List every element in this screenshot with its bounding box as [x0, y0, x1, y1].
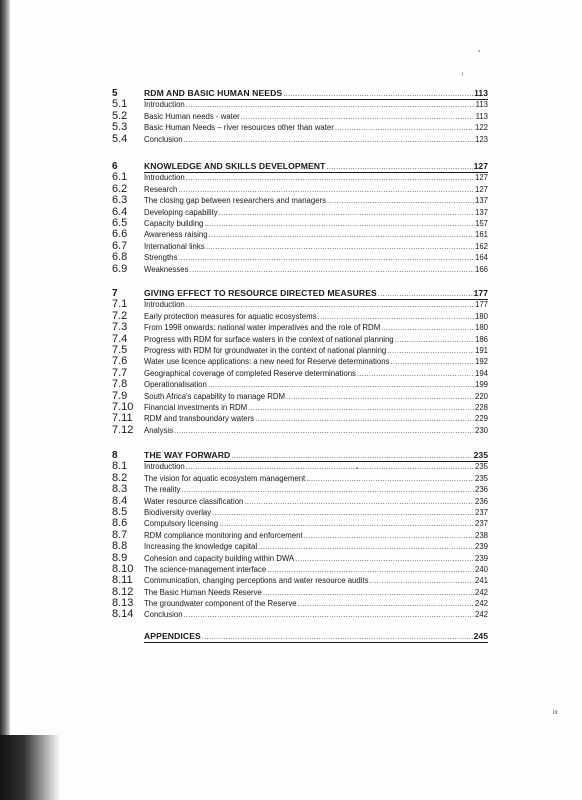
chapter-page: 113	[474, 88, 488, 98]
entry-number: 7.3	[112, 321, 128, 334]
entry-title: The closing gap between researchers and managers	[144, 196, 327, 206]
toc-entry[interactable]	[112, 172, 488, 183]
toc-entry[interactable]	[112, 473, 488, 484]
entry-number: 6.2	[112, 182, 128, 195]
leader-dots	[178, 252, 474, 263]
chapter-number: 5	[112, 88, 118, 99]
chapter-page: 177	[473, 288, 488, 298]
toc-chapter	[112, 88, 488, 145]
toc-entry[interactable]	[112, 368, 488, 379]
toc-entry[interactable]	[112, 122, 488, 133]
chapter-page: 235	[473, 450, 488, 460]
page-corner-shadow	[0, 735, 60, 800]
entry-page: 240	[474, 564, 488, 574]
leader-dots	[174, 425, 474, 436]
leader-dots	[286, 391, 474, 402]
leader-dots	[267, 564, 474, 575]
toc-entry[interactable]	[112, 541, 488, 552]
chapter-number: 7	[112, 288, 118, 299]
entry-page: 122	[474, 123, 488, 133]
leader-dots	[395, 334, 474, 345]
entry-number: 7.7	[112, 366, 128, 379]
entry-title: Early protection measures for aquatic ecosystems	[144, 311, 317, 321]
toc-entry[interactable]	[112, 218, 488, 229]
leader-dots	[335, 122, 474, 133]
appendices-page: 245	[473, 631, 488, 641]
leader-dots	[178, 184, 474, 195]
scan-speck	[462, 72, 463, 76]
leader-dots	[283, 88, 473, 99]
entry-title: Awareness raising	[144, 230, 208, 240]
leader-dots	[317, 311, 474, 322]
entry-page: 230	[474, 425, 488, 435]
entry-number: 7.2	[112, 309, 128, 322]
entry-number: 8.2	[112, 471, 128, 484]
leader-dots	[244, 496, 474, 507]
toc-entry[interactable]	[112, 356, 488, 367]
entry-title: RDM and transboundary waters	[144, 414, 255, 424]
toc-entry[interactable]	[112, 252, 488, 263]
entry-number: 6.9	[112, 262, 128, 275]
leader-dots	[387, 345, 474, 356]
toc-entry[interactable]	[112, 609, 488, 620]
leader-dots	[190, 264, 474, 275]
toc-entry[interactable]	[112, 299, 488, 310]
toc-entry[interactable]	[112, 484, 488, 495]
entry-title: Analysis	[144, 425, 174, 435]
toc-entry[interactable]	[112, 99, 488, 110]
toc-entry[interactable]	[112, 518, 488, 529]
entry-number: 8.14	[112, 608, 134, 621]
entry-page: 236	[474, 485, 488, 495]
toc-chapter-heading[interactable]	[112, 88, 488, 99]
entry-number: 6.7	[112, 239, 128, 252]
leader-dots	[298, 598, 474, 609]
toc-entry[interactable]	[112, 322, 488, 333]
entry-title: Biodiversity overlay	[144, 507, 212, 517]
entry-number: 5.1	[112, 98, 128, 111]
entry-title: Geographical coverage of completed Reserve determinations	[144, 368, 356, 378]
entry-number: 7.5	[112, 343, 128, 356]
entry-number: 7.6	[112, 355, 128, 368]
entry-number: 6.6	[112, 228, 128, 241]
leader-dots	[255, 413, 474, 424]
leader-dots	[381, 322, 474, 333]
entry-number: 7.10	[112, 400, 134, 413]
toc-entry[interactable]	[112, 553, 488, 564]
entry-page: 229	[474, 414, 488, 424]
entry-title: Conclusion	[144, 134, 183, 144]
chapter-page: 127	[473, 161, 488, 171]
entry-number: 6.1	[112, 171, 128, 184]
entry-title: Developing capability	[144, 207, 218, 217]
leader-dots	[326, 161, 472, 172]
leader-dots	[258, 541, 474, 552]
toc-chapter	[112, 161, 488, 275]
entry-number: 8.1	[112, 460, 128, 473]
entry-number: 7.9	[112, 389, 128, 402]
entry-page: 177	[474, 300, 488, 310]
entry-number: 7.12	[112, 423, 134, 436]
entry-page: 220	[474, 391, 488, 401]
toc-chapter	[112, 288, 488, 436]
toc-entry[interactable]	[112, 184, 488, 195]
entry-title: RDM compliance monitoring and enforcement	[144, 530, 303, 540]
entry-number: 6.5	[112, 216, 128, 229]
toc-entry[interactable]	[112, 530, 488, 541]
entry-page: 235	[474, 462, 488, 472]
toc-entry[interactable]	[112, 195, 488, 206]
entry-number: 8.9	[112, 551, 128, 564]
heading-underline	[144, 299, 488, 300]
entry-title: Basic Human Needs – river resources other than water	[144, 123, 334, 133]
entry-page: 239	[474, 542, 488, 552]
entry-title: Water use licence applications: a new need for Reserve determinations	[144, 357, 390, 367]
toc-entry[interactable]	[112, 345, 488, 356]
toc-entry[interactable]	[112, 587, 488, 598]
leader-dots	[186, 172, 474, 183]
entry-title: Introduction	[144, 100, 185, 110]
entry-title: Communication, changing perceptions and water resource audits	[144, 576, 369, 586]
entry-number: 8.6	[112, 517, 128, 530]
toc-entry[interactable]	[112, 229, 488, 240]
entry-title: Strengths	[144, 253, 178, 263]
entry-page: 123	[474, 134, 488, 144]
chapter-title: THE WAY FORWARD	[144, 450, 231, 460]
leader-dots	[378, 288, 473, 299]
entry-title: Increasing the knowledge capital	[144, 542, 258, 552]
entry-page: 113	[475, 111, 488, 121]
entry-page: 191	[474, 345, 488, 355]
entry-title: Introduction	[144, 173, 185, 183]
toc-entry[interactable]	[112, 402, 488, 413]
chapter-title: RDM AND BASIC HUMAN NEEDS	[144, 88, 283, 98]
entry-title: Introduction	[144, 300, 185, 310]
entry-number: 5.2	[112, 109, 128, 122]
toc-entry[interactable]	[112, 507, 488, 518]
toc-chapter	[112, 450, 488, 621]
chapter-title: KNOWLEDGE AND SKILLS DEVELOPMENT	[144, 161, 326, 171]
toc-entry[interactable]	[112, 598, 488, 609]
entry-page: 238	[474, 530, 488, 540]
leader-dots	[231, 450, 472, 461]
entry-number: 6.8	[112, 251, 128, 264]
toc-entry[interactable]	[112, 425, 488, 436]
heading-underline	[144, 172, 488, 173]
entry-title: Financial investments in RDM	[144, 402, 248, 412]
entry-number: 5.4	[112, 132, 128, 145]
entry-page: 239	[474, 553, 488, 563]
entry-title: Water resource classification	[144, 496, 244, 506]
leader-dots	[357, 368, 474, 379]
toc-entry[interactable]	[112, 413, 488, 424]
entry-page: 194	[474, 368, 488, 378]
entry-number: 8.13	[112, 597, 134, 610]
leader-dots	[263, 587, 474, 598]
entry-title: The science-management interface	[144, 564, 267, 574]
toc-appendices[interactable]	[144, 631, 488, 642]
page-binding-shadow	[0, 0, 10, 800]
entry-number: 5.3	[112, 121, 128, 134]
entry-page: 127	[474, 173, 488, 183]
page-folio: ix	[553, 709, 558, 716]
entry-title: The groundwater component of the Reserve	[144, 599, 297, 609]
toc-entry[interactable]	[112, 311, 488, 322]
heading-underline	[144, 461, 488, 462]
heading-underline	[144, 642, 488, 643]
leader-dots	[327, 195, 474, 206]
toc-chapter-heading[interactable]	[112, 288, 488, 299]
entry-number: 7.8	[112, 378, 128, 391]
toc-chapter-heading[interactable]	[112, 450, 488, 461]
chapter-number: 6	[112, 161, 118, 172]
leader-dots	[208, 379, 474, 390]
leader-dots	[295, 553, 474, 564]
entry-title: Compulsory licensing	[144, 519, 219, 529]
entry-title: Conclusion	[144, 610, 183, 620]
leader-dots	[204, 218, 474, 229]
leader-dots	[304, 530, 474, 541]
entry-number: 8.12	[112, 585, 134, 598]
toc-chapter-heading[interactable]	[112, 161, 488, 172]
entry-number: 8.4	[112, 494, 128, 507]
leader-dots	[370, 575, 474, 586]
entry-page: 242	[474, 599, 488, 609]
leader-dots	[184, 134, 474, 145]
entry-title: Cohesion and capacity building within DWA	[144, 553, 295, 563]
entry-page: 166	[474, 264, 488, 274]
entry-page: 164	[474, 253, 488, 263]
toc-entry[interactable]	[112, 564, 488, 575]
entry-title: The vision for aquatic ecosystem management	[144, 473, 306, 483]
entry-title: From 1998 onwards: national water imperatives and the role of RDM	[144, 323, 381, 333]
leader-dots	[219, 518, 474, 529]
entry-page: 161	[474, 230, 488, 240]
entry-number: 6.4	[112, 205, 128, 218]
toc-entry[interactable]	[112, 334, 488, 345]
leader-dots	[206, 241, 474, 252]
entry-title: Progress with RDM for groundwater in the context of national planning	[144, 345, 387, 355]
toc-entry[interactable]	[112, 264, 488, 275]
leader-dots	[212, 507, 474, 518]
entry-page: 113	[475, 100, 488, 110]
entry-title: Basic Human needs - water	[144, 111, 240, 121]
scan-speck	[478, 50, 480, 52]
entry-page: 162	[474, 241, 488, 251]
entry-number: 7.4	[112, 332, 128, 345]
entry-page: 137	[474, 207, 488, 217]
entry-page: 228	[474, 402, 488, 412]
entry-title: The Basic Human Needs Reserve	[144, 587, 262, 597]
leader-dots	[209, 229, 474, 240]
toc-entry[interactable]	[112, 134, 488, 145]
leader-dots	[248, 402, 474, 413]
toc-entry[interactable]	[112, 379, 488, 390]
entry-number: 8.11	[112, 574, 133, 587]
heading-underline	[144, 99, 488, 100]
entry-title: Weaknesses	[144, 264, 189, 274]
entry-page: 180	[474, 323, 488, 333]
entry-title: Introduction	[144, 462, 185, 472]
entry-page: 157	[474, 218, 488, 228]
leader-dots	[186, 461, 474, 472]
leader-dots	[219, 207, 474, 218]
leader-dots	[202, 631, 473, 642]
leader-dots	[181, 484, 474, 495]
appendices-title: APPENDICES	[144, 631, 201, 641]
entry-title: South Africa's capability to manage RDM	[144, 391, 286, 401]
entry-number: 8.10	[112, 562, 134, 575]
entry-page: 242	[474, 610, 488, 620]
entry-title: Operationalisation	[144, 380, 207, 390]
entry-title: The reality	[144, 485, 181, 495]
entry-number: 8.8	[112, 540, 128, 553]
toc-entry[interactable]	[112, 461, 488, 472]
entry-page: 242	[474, 587, 488, 597]
entry-number: 8.5	[112, 505, 128, 518]
entry-page: 186	[474, 334, 488, 344]
entry-page: 236	[474, 496, 488, 506]
entry-title: Research	[144, 184, 178, 194]
entry-page: 127	[474, 184, 488, 194]
chapter-title: GIVING EFFECT TO RESOURCE DIRECTED MEASURES	[144, 288, 377, 298]
entry-page: 199	[474, 380, 488, 390]
leader-dots	[306, 473, 474, 484]
toc-entry[interactable]	[112, 241, 488, 252]
toc-entry[interactable]	[112, 391, 488, 402]
leader-dots	[186, 299, 474, 310]
entry-number: 6.3	[112, 194, 128, 207]
entry-title: International links	[144, 241, 205, 251]
toc-appendices-heading[interactable]	[144, 631, 488, 642]
leader-dots	[241, 111, 475, 122]
chapter-number: 8	[112, 450, 118, 461]
entry-page: 241	[474, 576, 488, 586]
entry-page: 237	[474, 507, 488, 517]
entry-title: Capacity building	[144, 218, 204, 228]
entry-page: 137	[474, 196, 488, 206]
entry-page: 192	[474, 357, 488, 367]
leader-dots	[184, 609, 474, 620]
entry-page: 180	[474, 311, 488, 321]
leader-dots	[186, 99, 475, 110]
leader-dots	[390, 356, 474, 367]
entry-page: 237	[474, 519, 488, 529]
entry-number: 8.7	[112, 528, 128, 541]
entry-number: 8.3	[112, 483, 128, 496]
toc-entry[interactable]	[112, 575, 488, 586]
entry-title: Progress with RDM for surface waters in the context of national planning	[144, 334, 394, 344]
toc-entry[interactable]	[112, 111, 488, 122]
toc-entry[interactable]	[112, 207, 488, 218]
entry-number: 7.1	[112, 298, 128, 311]
entry-number: 7.11	[112, 412, 133, 425]
toc-entry[interactable]	[112, 496, 488, 507]
entry-page: 235	[474, 473, 488, 483]
